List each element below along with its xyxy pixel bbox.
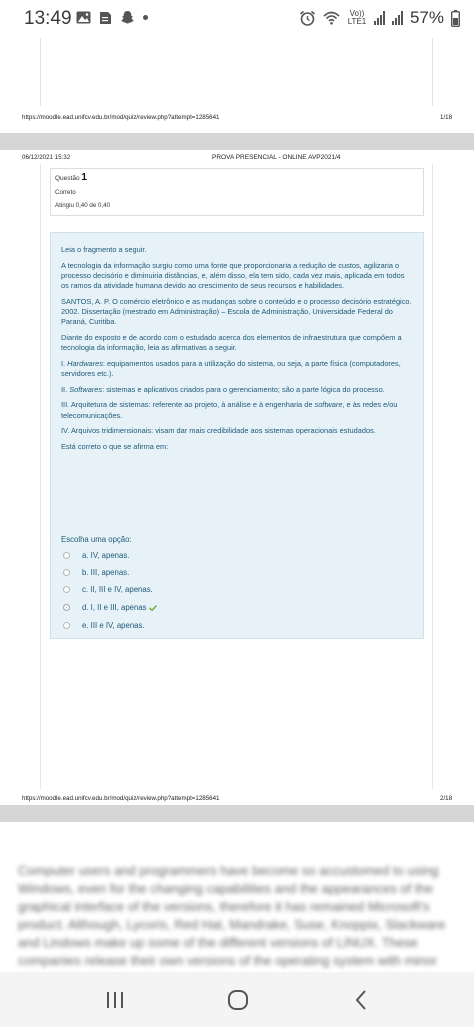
back-icon[interactable] (350, 988, 374, 1012)
image-icon (76, 11, 91, 24)
question-reference: SANTOS, A. P. O comércio eletrônico e as mudanças sobre o conteúdo e o processo decisório estratégico. 2002. Dissertação (mestrado em Administração) – Escola de Administração, Universidade Federal do Paraná, Curitiba. (61, 296, 412, 327)
recent-apps-icon[interactable] (103, 988, 127, 1012)
system-icons (299, 8, 460, 28)
question-status: Correto (55, 189, 76, 196)
exam-title: PROVA PRESENCIAL - ONLINE AVP2021/4 (212, 154, 341, 161)
pdf-page-3 (0, 822, 474, 982)
page-number: 1/18 (440, 114, 453, 121)
option-a[interactable] (63, 551, 129, 560)
pdf-page-1 (0, 38, 474, 133)
option-label: e. III e IV, apenas. (82, 621, 145, 630)
dot-icon (143, 15, 148, 20)
home-icon[interactable] (226, 988, 250, 1012)
statement-1: I. Hardwares: equipamentos usados para a utilização do sistema, ou seja, a parte física (computadores, servidores etc.). (61, 358, 401, 379)
statement-3: III. Arquitetura de sistemas: referente ao projeto, à análise e à engenharia de software, e às redes e/ou telecomunicações. (61, 400, 398, 420)
question-text (61, 245, 413, 458)
option-label: a. IV, apenas. (82, 551, 130, 560)
checkmark-icon (149, 605, 157, 611)
signal-icon (374, 11, 385, 25)
blurred-text: Computer users and programmers have become so accustomed to using Windows, even for the changing capabilities and the appearances of the graphical interface of the versions, therefore it has remained Microsoft's product. Although, Lycoris, Red Hat, Mandrake, Suse, Knoppix, Slackware and Lindows make up some of the different versions of LINUX. These companies release their own versions of the operating system with minor (18, 863, 446, 968)
signal-icon (392, 11, 403, 25)
pdf-page-2 (0, 150, 474, 805)
battery-percent: 57% (409, 8, 444, 27)
battery-icon (451, 10, 460, 27)
option-d[interactable] (63, 603, 157, 612)
network-label: Vo)) LTE1 (347, 9, 367, 26)
question-intro: Leia o fragmento a seguir. (61, 245, 147, 254)
navigation-bar (0, 972, 474, 1027)
notification-icons (76, 10, 148, 25)
options-title: Escolha uma opção: (61, 535, 132, 544)
question-info (50, 168, 424, 216)
statement-4: IV. Arquivos tridimensionais: visam dar mais credibilidade aos sistemas operacionais estudados. (61, 426, 376, 436)
print-date: 06/12/2021 15:32 (22, 154, 71, 161)
question-line: Está correto o que se afirma em: (61, 442, 169, 452)
question-grade: Atingiu 0,40 de 0,40 (55, 202, 111, 209)
radio-selected-icon[interactable] (63, 604, 70, 611)
question-label: Questão 1 (55, 172, 87, 183)
option-label: c. II, III e IV, apenas. (82, 585, 153, 594)
page-border-right (432, 164, 433, 789)
radio-icon[interactable] (63, 569, 70, 576)
option-b[interactable] (63, 568, 129, 577)
radio-icon[interactable] (63, 552, 70, 559)
question-paragraph: A tecnologia da informação surgiu como uma fonte que proporcionaria a redução de custos, agilizaria o processo decisório e diminuiria distâncias, e, além disso, ela tem sido, cada vez mais, aplicada em todos os ramos da atividade humana devido ao crescimento de seus recursos e habilidades. (61, 260, 405, 291)
page-url: https://moodle.ead.unifcv.edu.br/mod/quiz/review.php?attempt=1285641 (22, 114, 220, 121)
option-c[interactable] (63, 585, 153, 594)
page-url: https://moodle.ead.unifcv.edu.br/mod/quiz/review.php?attempt=1285641 (22, 795, 220, 802)
question-content (50, 232, 424, 639)
question-prompt: Diante do exposto e de acordo com o estudado acerca dos elementos de infraestrutura que compõem a tecnologia da informação, leia as afirmativas a seguir. (61, 332, 402, 353)
notes-icon (99, 11, 112, 25)
status-bar (0, 0, 474, 38)
option-label: d. I, II e III, apenas (82, 603, 147, 612)
page-gap (0, 133, 474, 150)
page-border-left (40, 164, 41, 789)
page-gap (0, 805, 474, 822)
alarm-icon (299, 10, 316, 26)
snapchat-icon (120, 10, 135, 25)
question-number: 1 (81, 172, 87, 183)
wifi-icon (323, 11, 340, 25)
page-border-right (432, 38, 433, 106)
option-label: b. III, apenas. (82, 568, 130, 577)
page-number: 2/18 (440, 795, 453, 802)
radio-icon[interactable] (63, 622, 70, 629)
statement-2: II. Softwares: sistemas e aplicativos criados para o gerenciamento; são a parte lógica do processo. (61, 384, 385, 394)
radio-icon[interactable] (63, 586, 70, 593)
status-time: 13:49 (24, 8, 72, 29)
option-e[interactable] (63, 621, 145, 630)
page-border-left (40, 38, 41, 106)
